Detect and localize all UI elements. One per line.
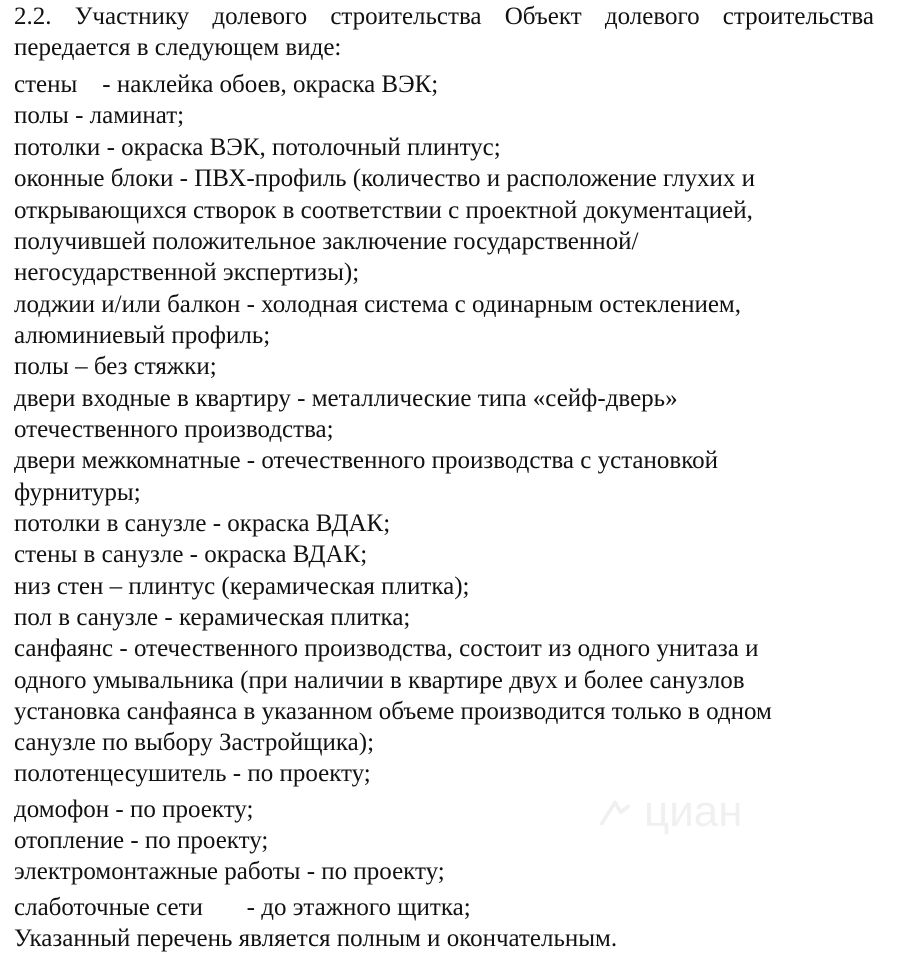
doc-line: отопление - по проекту; xyxy=(14,827,269,854)
doc-line: полы - ламинат; xyxy=(14,102,185,129)
doc-line: двери входные в квартиру - металлические типа «сейф-дверь» xyxy=(14,385,678,412)
doc-line: фурнитуры; xyxy=(14,479,141,506)
doc-line: стены - наклейка обоев, окраска ВЭК; xyxy=(14,71,439,98)
doc-line: двери межкомнатные - отечественного производства с установкой xyxy=(14,447,718,474)
doc-line: низ стен – плинтус (керамическая плитка); xyxy=(14,573,470,600)
doc-line: алюминиевый профиль; xyxy=(14,322,271,349)
doc-line: потолки - окраска ВЭК, потолочный плинтус; xyxy=(14,134,501,161)
doc-line: потолки в санузле - окраска ВДАК; xyxy=(14,510,391,537)
doc-line: открывающихся створок в соответствии с проектной документацией, xyxy=(14,197,753,224)
doc-line: передается в следующем виде: xyxy=(14,34,342,61)
doc-line: полотенцесушитель - по проекту; xyxy=(14,760,371,787)
doc-line: оконные блоки - ПВХ-профиль (количество и расположение глухих и xyxy=(14,165,756,192)
doc-line: лоджии и/или балкон - холодная система с одинарным остеклением, xyxy=(14,291,741,318)
doc-line: стены в санузле - окраска ВДАК; xyxy=(14,541,368,568)
doc-line: слаботочные сети - до этажного щитка; xyxy=(14,894,471,921)
watermark-text: циан xyxy=(644,787,743,836)
doc-line: домофон - по проекту; xyxy=(14,796,254,823)
doc-line: негосударственной экспертизы); xyxy=(14,259,360,286)
cian-logo-icon xyxy=(596,795,634,833)
doc-line: санузле по выбору Застройщика); xyxy=(14,729,375,756)
doc-line: одного умывальника (при наличии в квартире двух и более санузлов xyxy=(14,667,745,694)
doc-line: пол в санузле - керамическая плитка; xyxy=(14,604,411,631)
doc-line: отечественного производства; xyxy=(14,416,334,443)
watermark xyxy=(596,782,796,842)
doc-line: получившей положительное заключение государственной/ xyxy=(14,228,639,255)
doc-line: Указанный перечень является полным и окончательным. xyxy=(14,925,618,952)
doc-line: санфаянс - отечественного производства, состоит из одного унитаза и xyxy=(14,635,759,662)
doc-line: электромонтажные работы - по проекту; xyxy=(14,858,445,885)
doc-line: полы – без стяжки; xyxy=(14,353,217,380)
doc-line: 2.2. Участнику долевого строительства Объект долевого строительства xyxy=(14,3,874,30)
doc-line: установка санфаянса в указанном объеме производится только в одном xyxy=(14,698,772,725)
